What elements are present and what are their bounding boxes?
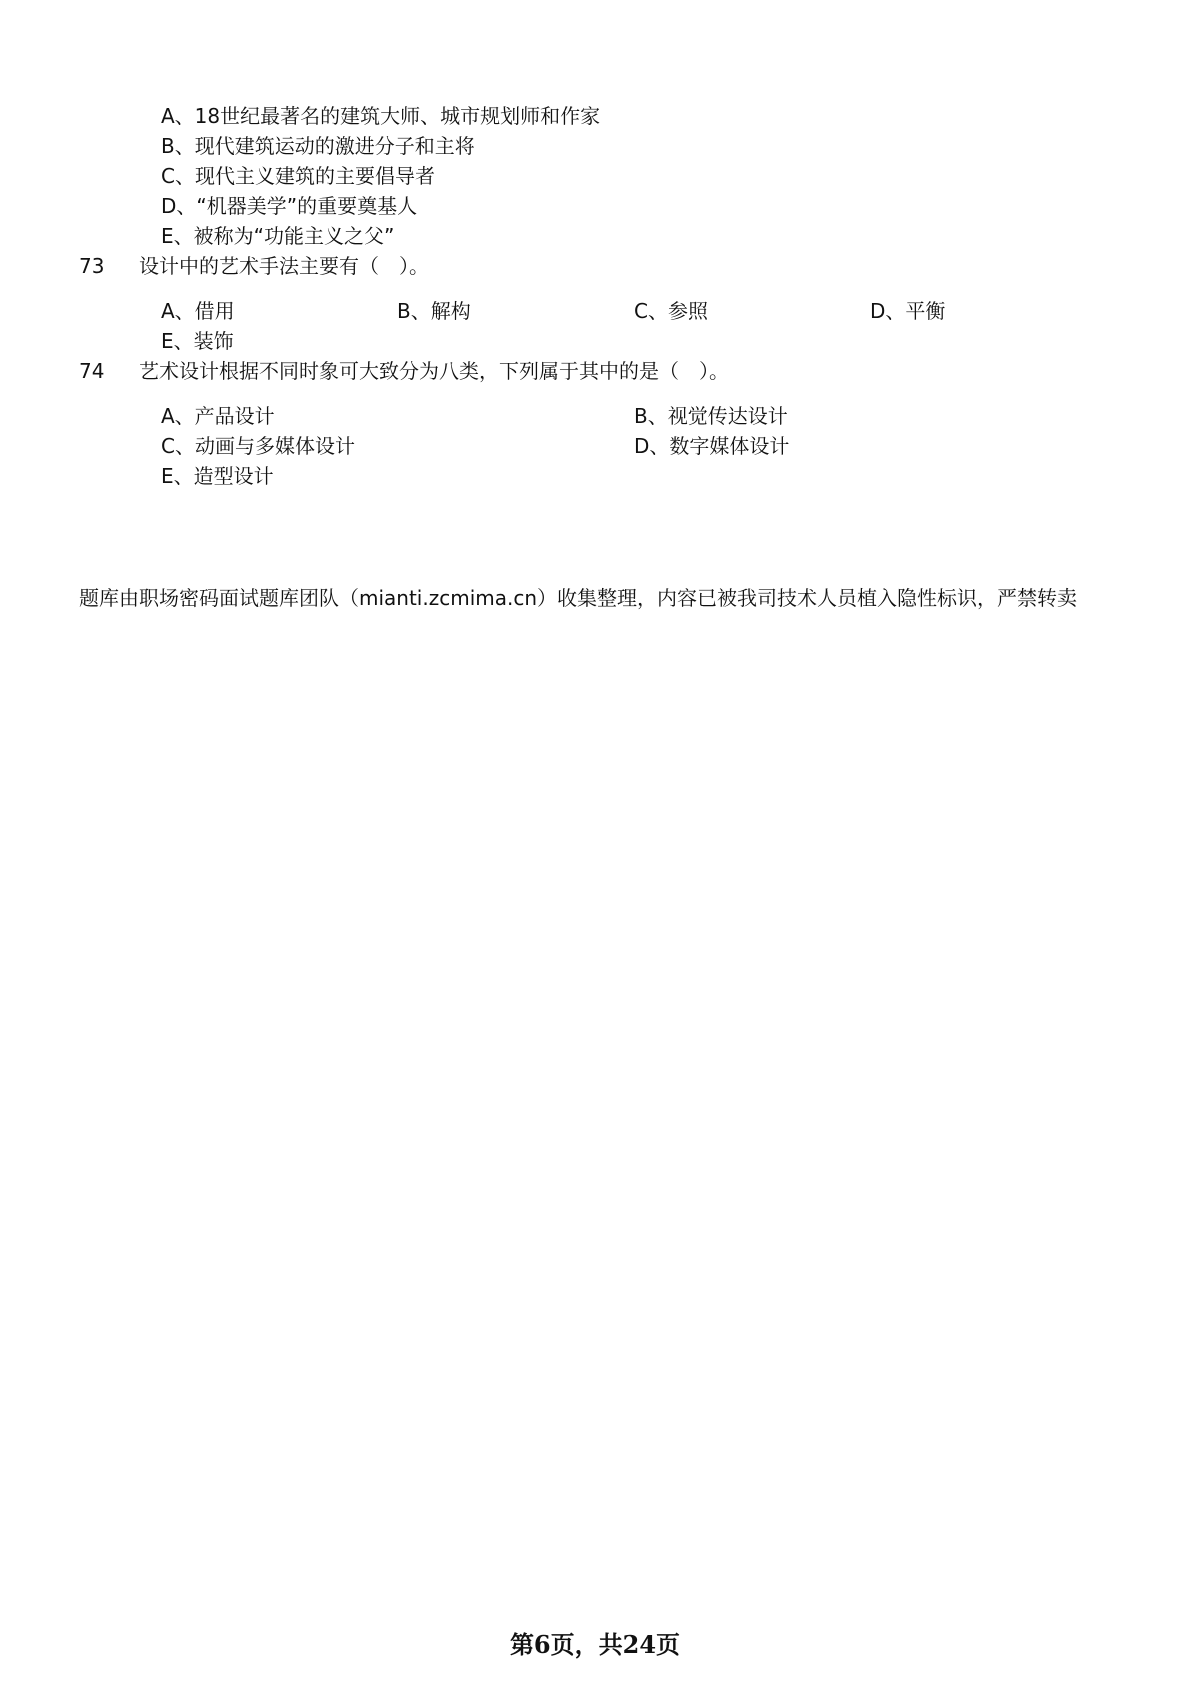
- q73-option-c: C、参照: [634, 299, 708, 323]
- question-74-number: 74: [79, 359, 105, 383]
- question-74-text: 艺术设计根据不同时象可大致分为八类，下列属于其中的是（ ）。: [139, 359, 729, 383]
- page-number: 第6页，共24页: [509, 1630, 681, 1659]
- question-73-text: 设计中的艺术手法主要有（ ）。: [139, 254, 429, 278]
- prev-option-c: C、现代主义建筑的主要倡导者: [161, 164, 435, 188]
- q73-option-e: E、装饰: [161, 329, 234, 353]
- question-73-number: 73: [79, 254, 105, 278]
- q74-option-e: E、造型设计: [161, 464, 274, 488]
- q74-option-d: D、数字媒体设计: [634, 434, 790, 458]
- prev-option-b: B、现代建筑运动的激进分子和主将: [161, 134, 475, 158]
- q73-option-d: D、平衡: [870, 299, 946, 323]
- q74-option-c: C、动画与多媒体设计: [161, 434, 355, 458]
- q74-option-a: A、产品设计: [161, 404, 275, 428]
- prev-option-a: A、18世纪最著名的建筑大师、城市规划师和作家: [161, 104, 601, 128]
- footer-note: 题库由职场密码面试题库团队（mianti.zcmima.cn）收集整理，内容已被我司技术人员植入隐性标识，严禁转卖: [79, 586, 1078, 610]
- q73-option-b: B、解构: [397, 299, 471, 323]
- prev-option-e: E、被称为“功能主义之父”: [161, 224, 395, 248]
- q74-option-b: B、视觉传达设计: [634, 404, 788, 428]
- q73-option-a: A、借用: [161, 299, 235, 323]
- prev-option-d: D、“机器美学”的重要奠基人: [161, 194, 418, 218]
